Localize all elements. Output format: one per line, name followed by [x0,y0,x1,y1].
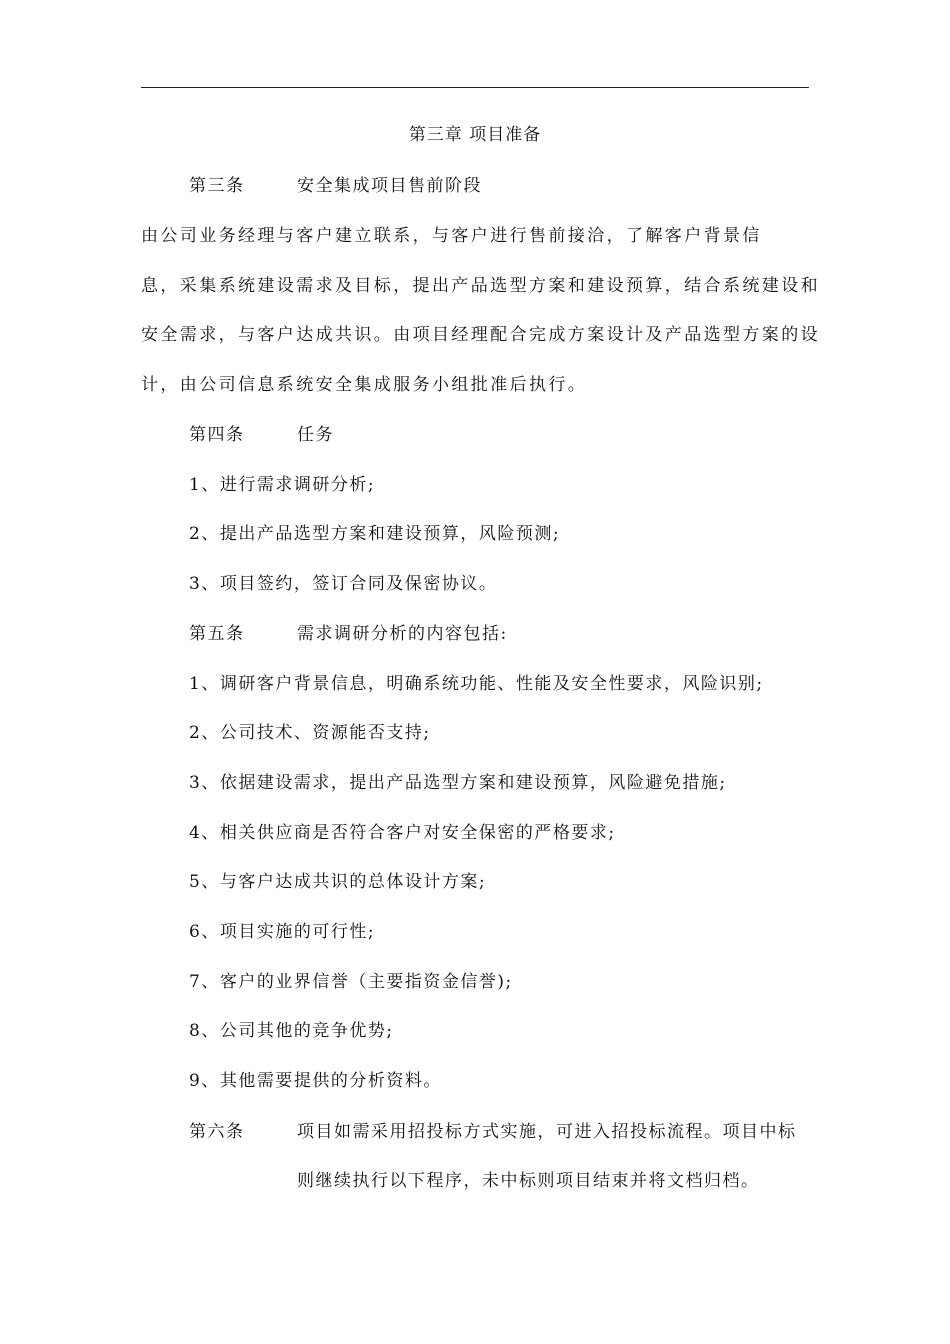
list-item: 7、客户的业界信誉（主要指资金信誉); [189,972,513,992]
list-item: 9、其他需要提供的分析资料。 [189,1071,442,1091]
article-6-text-line: 则继续执行以下程序，未中标则项目结束并将文档归档。 [297,1171,760,1191]
list-item: 1、调研客户背景信息，明确系统功能、性能及安全性要求，风险识别; [189,674,764,694]
list-item: 4、相关供应商是否符合客户对安全保密的严格要求; [189,823,616,843]
header-rule [141,87,809,88]
list-item: 5、与客户达成共识的总体设计方案; [189,872,487,892]
list-item: 6、项目实施的可行性; [189,922,376,942]
list-item: 2、公司技术、资源能否支持; [189,723,431,743]
article-4-number: 第四条 [189,425,245,445]
list-item: 3、项目签约，签订合同及保密协议。 [189,574,498,594]
list-item: 1、进行需求调研分析; [189,475,376,495]
chapter-title: 第三章 项目准备 [408,125,542,145]
list-item: 3、依据建设需求，提出产品选型方案和建设预算，风险避免措施; [189,773,727,793]
article-6-text-line: 项目如需采用招投标方式实施，可进入招投标流程。项目中标 [297,1122,797,1142]
article-6-number: 第六条 [189,1122,245,1142]
article-5-number: 第五条 [189,624,245,644]
article-4-title: 任务 [297,425,334,445]
list-item: 8、公司其他的竞争优势; [189,1021,394,1041]
article-3-paragraph-line: 由公司业务经理与客户建立联系，与客户进行售前接洽，了解客户背景信 [141,226,762,246]
article-3-paragraph-line: 计，由公司信息系统安全集成服务小组批准后执行。 [141,375,588,395]
article-3-paragraph-line: 息，采集系统建设需求及目标，提出产品选型方案和建设预算，结合系统建设和 [141,276,820,296]
list-item: 2、提出产品选型方案和建设预算，风险预测; [189,524,561,544]
article-3-number: 第三条 [189,176,245,196]
article-3-paragraph-line: 安全需求，与客户达成共识。由项目经理配合完成方案设计及产品选型方案的设 [141,325,820,345]
article-5-title: 需求调研分析的内容包括: [297,624,508,644]
article-3-title: 安全集成项目售前阶段 [297,176,482,196]
